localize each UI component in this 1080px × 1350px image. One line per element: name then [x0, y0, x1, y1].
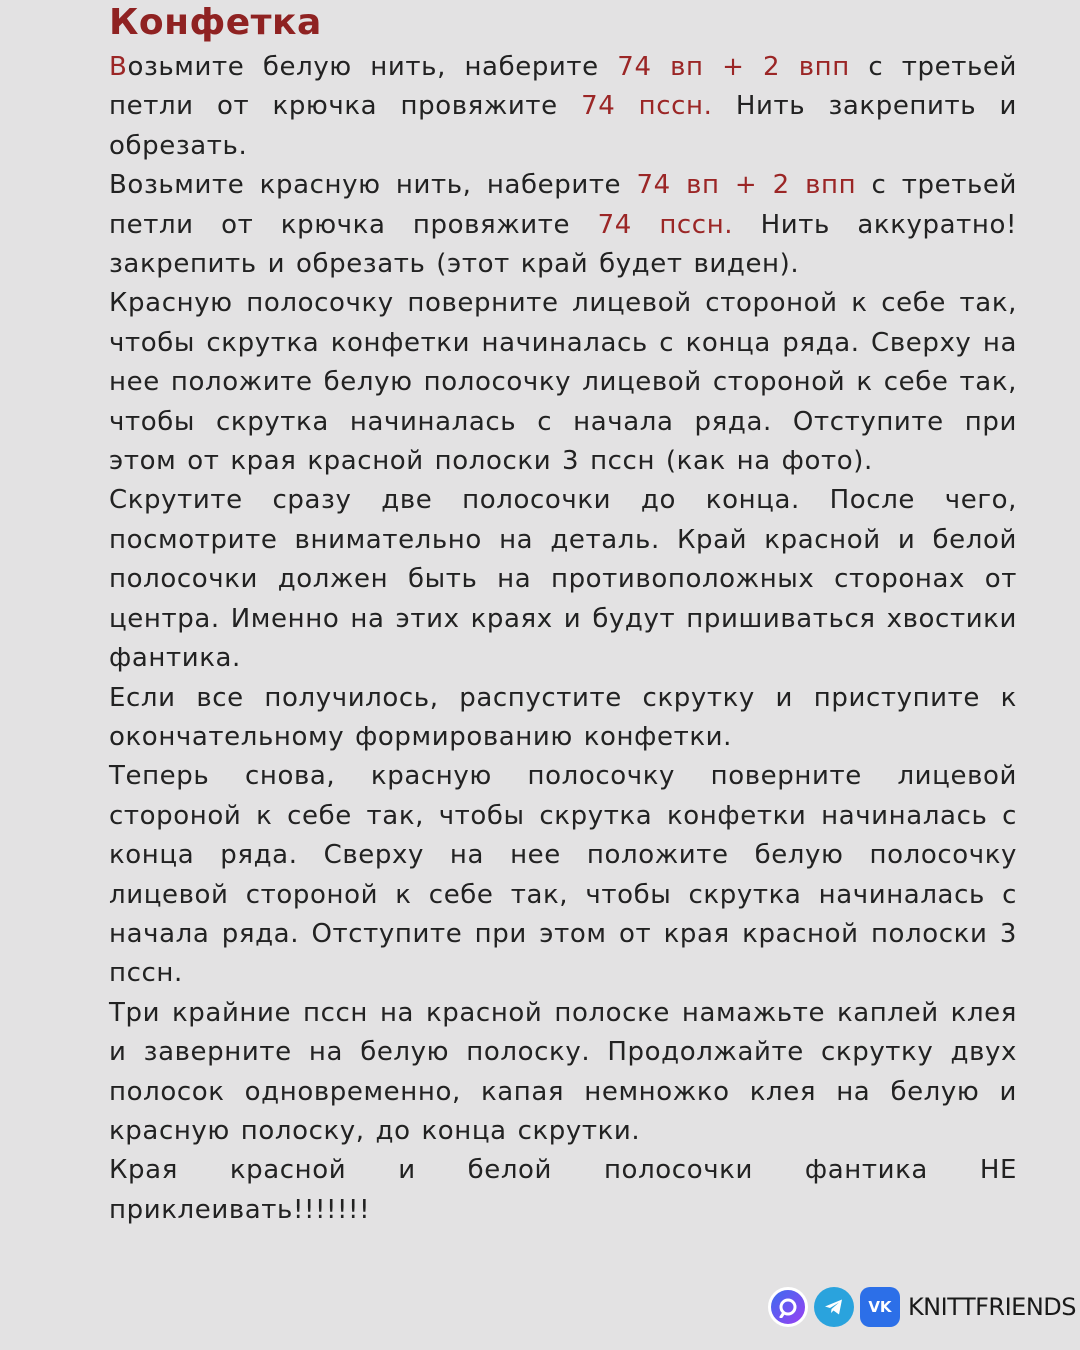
paragraph-text: с третьей петли от крючка провяжите	[109, 52, 1017, 122]
highlighted-text: В	[109, 52, 128, 82]
social-footer	[768, 1286, 1076, 1328]
paragraph	[109, 284, 1017, 481]
paragraph-text: озьмите белую нить, наберите	[127, 52, 618, 82]
document-page	[109, 0, 1017, 1230]
paragraph-text: Скрутите сразу две полосочки до конца. После чего, посмотрите внимательно на деталь. Край красной и белой полосочки должен быть на противоположных сторонах от центра. Именно на этих краях и будут пришиваться хвостики фантика.	[109, 485, 1017, 674]
paragraph-text: Края красной и белой полосочки фантика НЕ приклеивать!!!!!!!	[109, 1155, 1017, 1225]
paragraph	[109, 679, 1017, 758]
paragraph-text: Три крайние пссн на красной полоске намажьте каплей клея и заверните на белую полоску. Продолжайте скрутку двух полосок одновременно, капая немножко клея на белую и красную полоску, до конца скрутки.	[109, 997, 1017, 1146]
paragraph	[109, 757, 1017, 993]
paragraph-text: Нить аккуратно! закрепить и обрезать (этот край будет виден).	[109, 209, 1017, 280]
brand-name: KNITTFRIENDS	[907, 1293, 1076, 1321]
paragraph	[109, 48, 1017, 166]
page-title: Конфетка	[109, 2, 322, 43]
highlighted-text: 74 пссн.	[581, 91, 713, 122]
paragraph-text: Если все получилось, распустите скрутку и приступите к окончательному формированию конфетки.	[109, 682, 1017, 752]
paragraph	[109, 166, 1017, 284]
paragraph-text: Нить закрепить и обрезать.	[109, 91, 1017, 161]
body-text	[109, 48, 1017, 1230]
paragraph	[109, 481, 1017, 678]
highlighted-text: 74 пссн.	[597, 209, 734, 240]
telegram-icon[interactable]	[814, 1287, 854, 1327]
paragraph-text: Возьмите красную нить, наберите	[109, 170, 637, 201]
vk-icon[interactable]	[860, 1287, 900, 1327]
paragraph	[109, 994, 1017, 1152]
vk-icon-label: VK	[868, 1298, 892, 1316]
paragraph-text: с третьей петли от крючка провяжите	[109, 170, 1017, 240]
highlighted-text: 74 вп + 2 впп	[636, 170, 857, 201]
paragraph-text: Теперь снова, красную полосочку поверните лицевой стороной к себе так, чтобы скрутка конфетки начиналась с конца ряда. Сверху на нее положите белую полосочку лицевой стороной к себе так, чтобы скрутка начиналась с начала ряда. Отступите при этом от края красной полоски 3 пссн.	[109, 761, 1017, 989]
max-messenger-icon[interactable]	[768, 1287, 808, 1327]
highlighted-text: 74 вп + 2 впп	[617, 52, 850, 82]
paragraph	[109, 1151, 1017, 1230]
paragraph-text: Красную полосочку поверните лицевой стороной к себе так, чтобы скрутка конфетки начиналась с конца ряда. Сверху на нее положите белую полосочку лицевой стороной к себе так, чтобы скрутка начиналась с начала ряда. Отступите при этом от края красной полоски 3 пссн (как на фото).	[109, 288, 1017, 477]
